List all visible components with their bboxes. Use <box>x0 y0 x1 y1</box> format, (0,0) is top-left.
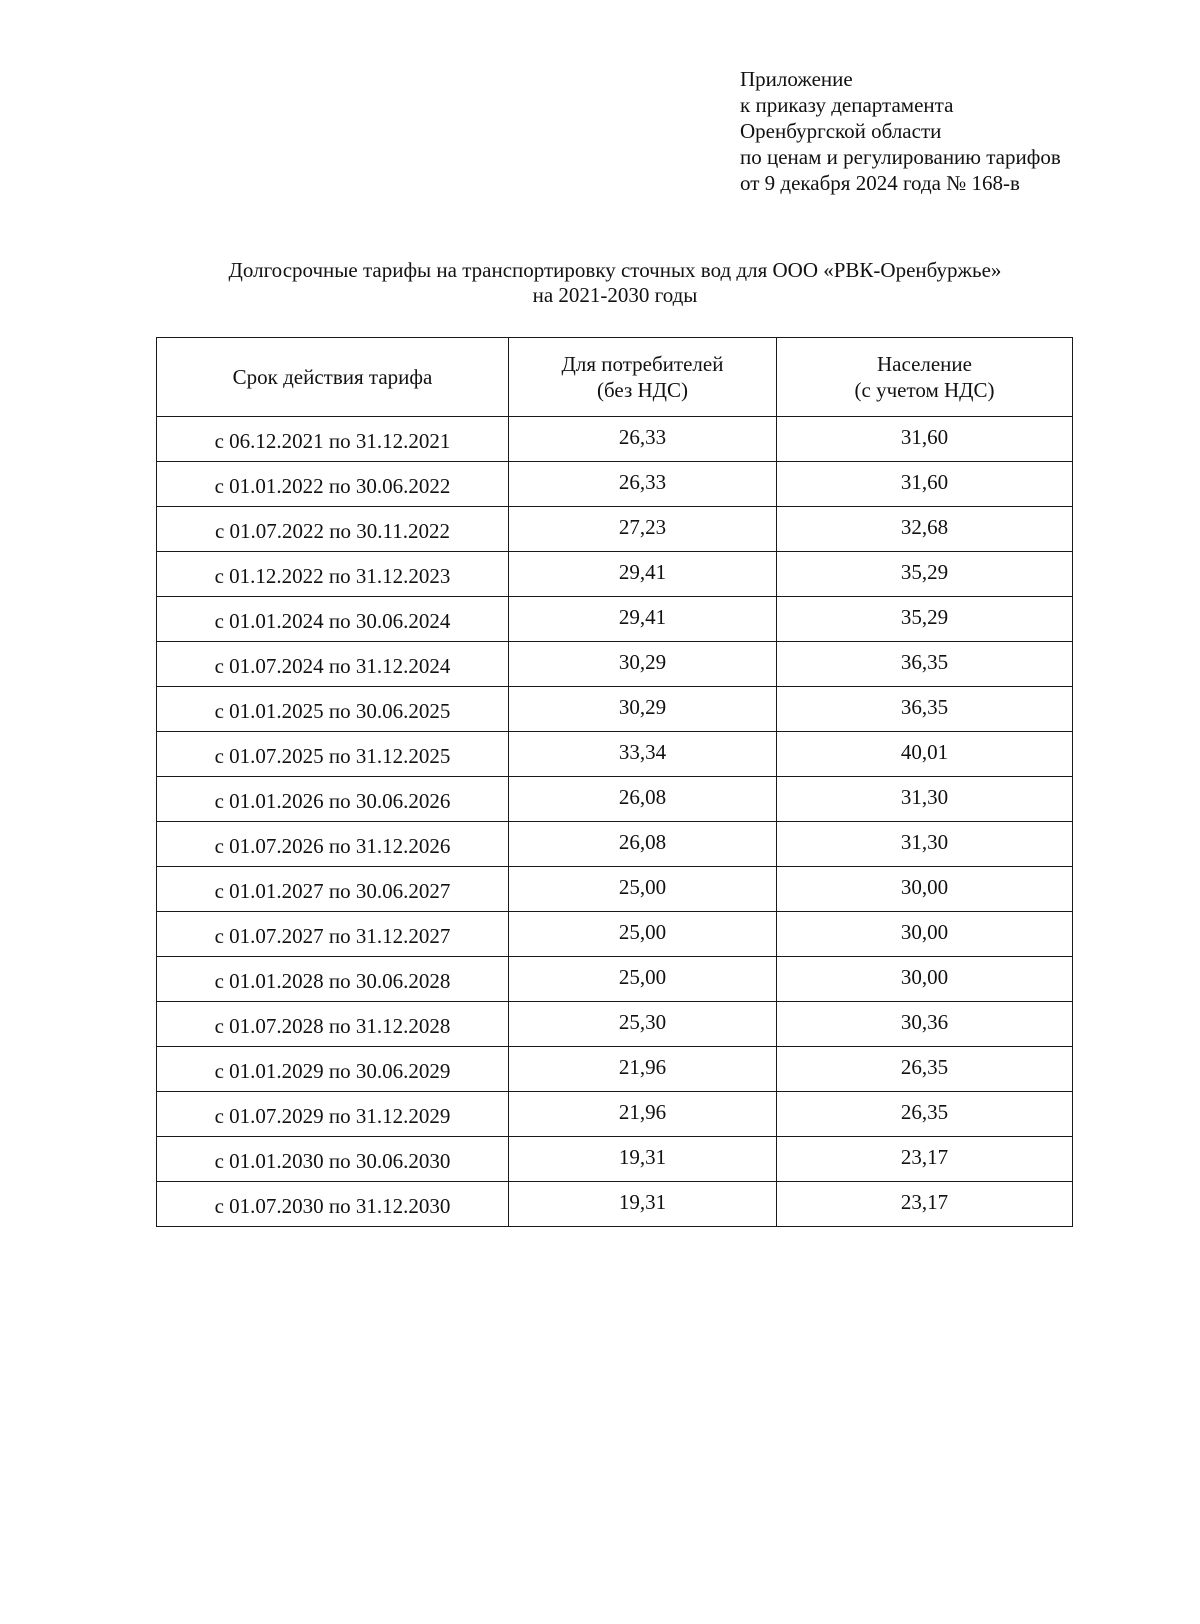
header-consumers-line2: (без НДС) <box>596 378 688 402</box>
table-row <box>157 1137 1073 1182</box>
table-row <box>157 507 1073 552</box>
table-row <box>157 867 1073 912</box>
cell-period: с 01.01.2022 по 30.06.2022 <box>157 462 509 507</box>
table-row <box>157 1182 1073 1227</box>
cell-consumers: 30,29 <box>509 642 777 687</box>
cell-population: 26,35 <box>777 1047 1073 1092</box>
cell-period: с 01.01.2028 по 30.06.2028 <box>157 957 509 1002</box>
cell-population: 35,29 <box>777 552 1073 597</box>
cell-period: с 01.07.2022 по 30.11.2022 <box>157 507 509 552</box>
table-row <box>157 642 1073 687</box>
table-row <box>157 732 1073 777</box>
header-population-line2: (с учетом НДС) <box>854 378 995 402</box>
table-row <box>157 552 1073 597</box>
cell-period: с 01.01.2030 по 30.06.2030 <box>157 1137 509 1182</box>
header-consumers-line1: Для потребителей <box>561 352 724 376</box>
table-row <box>157 822 1073 867</box>
cell-consumers: 19,31 <box>509 1137 777 1182</box>
cell-population: 26,35 <box>777 1092 1073 1137</box>
appendix-line: от 9 декабря 2024 года № 168-в <box>740 171 1020 195</box>
cell-population: 36,35 <box>777 642 1073 687</box>
cell-population: 30,00 <box>777 912 1073 957</box>
appendix-line: по ценам и регулированию тарифов <box>740 145 1061 169</box>
table-row <box>157 777 1073 822</box>
table-row <box>157 462 1073 507</box>
cell-consumers: 29,41 <box>509 597 777 642</box>
cell-consumers: 33,34 <box>509 732 777 777</box>
cell-population: 31,30 <box>777 777 1073 822</box>
cell-period: с 01.07.2027 по 31.12.2027 <box>157 912 509 957</box>
table-row <box>157 1092 1073 1137</box>
appendix-line: к приказу департамента <box>740 93 954 117</box>
header-consumers <box>509 338 777 417</box>
appendix-block <box>740 66 1061 196</box>
cell-consumers: 25,00 <box>509 957 777 1002</box>
cell-population: 23,17 <box>777 1137 1073 1182</box>
cell-consumers: 29,41 <box>509 552 777 597</box>
cell-consumers: 26,08 <box>509 777 777 822</box>
cell-period: с 01.01.2027 по 30.06.2027 <box>157 867 509 912</box>
cell-population: 23,17 <box>777 1182 1073 1227</box>
title-line-2: на 2021-2030 годы <box>532 283 698 307</box>
table-row <box>157 957 1073 1002</box>
header-population-line1: Население <box>877 352 972 376</box>
cell-consumers: 21,96 <box>509 1047 777 1092</box>
cell-population: 31,60 <box>777 417 1073 462</box>
header-population <box>777 338 1073 417</box>
cell-population: 30,36 <box>777 1002 1073 1047</box>
appendix-line: Приложение <box>740 67 853 91</box>
cell-population: 40,01 <box>777 732 1073 777</box>
tariff-table <box>156 337 1073 1227</box>
cell-period: с 01.01.2025 по 30.06.2025 <box>157 687 509 732</box>
table-row <box>157 687 1073 732</box>
cell-period: с 01.07.2025 по 31.12.2025 <box>157 732 509 777</box>
cell-consumers: 30,29 <box>509 687 777 732</box>
cell-consumers: 19,31 <box>509 1182 777 1227</box>
cell-population: 35,29 <box>777 597 1073 642</box>
header-period <box>157 338 509 417</box>
table-row <box>157 417 1073 462</box>
cell-population: 36,35 <box>777 687 1073 732</box>
cell-population: 31,30 <box>777 822 1073 867</box>
cell-period: с 01.07.2029 по 31.12.2029 <box>157 1092 509 1137</box>
cell-consumers: 25,00 <box>509 912 777 957</box>
cell-period: с 06.12.2021 по 31.12.2021 <box>157 417 509 462</box>
cell-period: с 01.12.2022 по 31.12.2023 <box>157 552 509 597</box>
cell-consumers: 26,08 <box>509 822 777 867</box>
table-row <box>157 912 1073 957</box>
cell-period: с 01.01.2024 по 30.06.2024 <box>157 597 509 642</box>
cell-period: с 01.01.2026 по 30.06.2026 <box>157 777 509 822</box>
cell-period: с 01.07.2024 по 31.12.2024 <box>157 642 509 687</box>
appendix-line: Оренбургской области <box>740 119 942 143</box>
document-title <box>0 258 1200 308</box>
cell-consumers: 25,00 <box>509 867 777 912</box>
cell-period: с 01.07.2026 по 31.12.2026 <box>157 822 509 867</box>
cell-consumers: 26,33 <box>509 462 777 507</box>
cell-period: с 01.07.2028 по 31.12.2028 <box>157 1002 509 1047</box>
header-period-label: Срок действия тарифа <box>232 365 433 389</box>
cell-consumers: 21,96 <box>509 1092 777 1137</box>
cell-consumers: 26,33 <box>509 417 777 462</box>
cell-period: с 01.01.2029 по 30.06.2029 <box>157 1047 509 1092</box>
cell-population: 30,00 <box>777 957 1073 1002</box>
table-body <box>157 417 1073 1227</box>
cell-population: 32,68 <box>777 507 1073 552</box>
cell-consumers: 25,30 <box>509 1002 777 1047</box>
table-row <box>157 1002 1073 1047</box>
table-row <box>157 597 1073 642</box>
title-line-1: Долгосрочные тарифы на транспортировку сточных вод для ООО «РВК-Оренбуржье» <box>228 258 1002 282</box>
table-header-row <box>157 338 1073 417</box>
cell-consumers: 27,23 <box>509 507 777 552</box>
cell-population: 31,60 <box>777 462 1073 507</box>
table-row <box>157 1047 1073 1092</box>
cell-period: с 01.07.2030 по 31.12.2030 <box>157 1182 509 1227</box>
cell-population: 30,00 <box>777 867 1073 912</box>
